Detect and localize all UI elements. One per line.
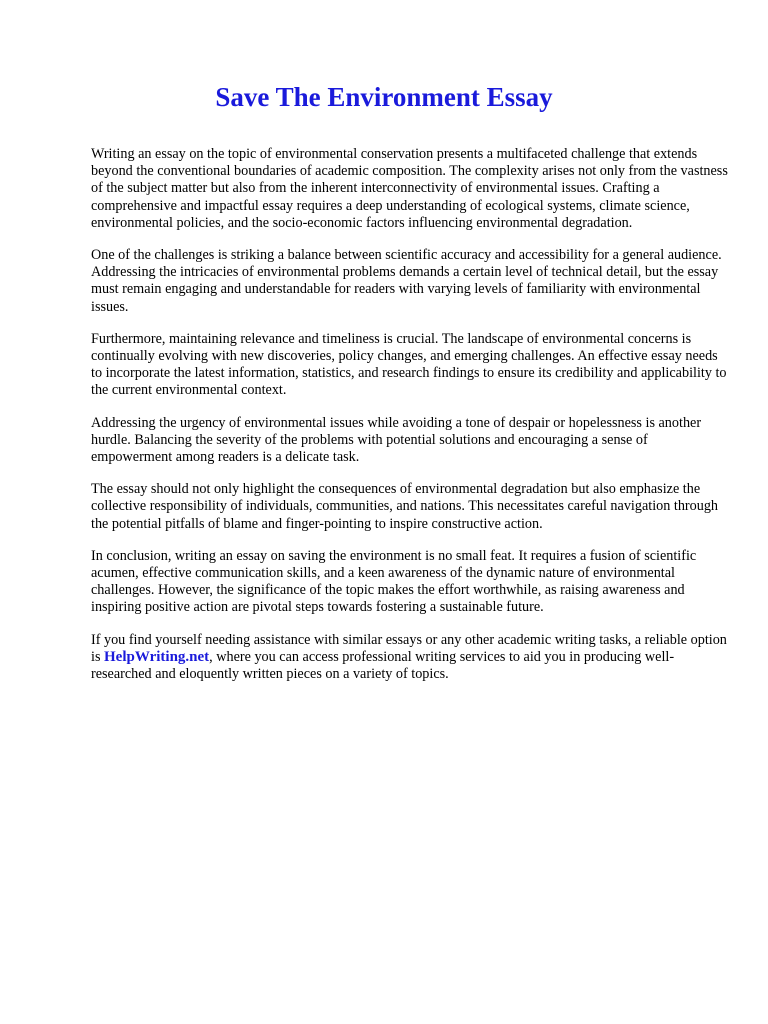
paragraph-2: One of the challenges is striking a balance between scientific accuracy and accessibility for a general audience. Addressing the intricacies of environmental problems demands a certain level of technical detail, but the essay must remain engaging and understandable for readers with varying levels of familiarity with environmental issues. bbox=[91, 247, 722, 315]
helpwriting-link[interactable]: HelpWriting.net bbox=[104, 648, 210, 665]
paragraph-3: Furthermore, maintaining relevance and timeliness is crucial. The landscape of environmental concerns is continually evolving with new discoveries, policy changes, and emerging challenges. An effective essay needs to incorporate the latest information, statistics, and research findings to ensure its credibility and applicability to the current environmental context. bbox=[91, 330, 727, 399]
closing-text-before-link: If you find yourself needing assistance with similar essays or any other academic writing tasks, a reliable option is bbox=[91, 631, 727, 665]
page-title: Save The Environment Essay bbox=[215, 82, 553, 112]
paragraph-6: In conclusion, writing an essay on saving the environment is no small feat. It requires a fusion of scientific acumen, effective communication skills, and a keen awareness of the dynamic nature of environmental challenges. However, the significance of the topic makes the effort worthwhile, as raising awareness and inspiring positive action are pivotal steps towards fostering a sustainable future. bbox=[91, 547, 697, 616]
paragraph-5: The essay should not only highlight the consequences of environmental degradation but also emphasize the collective responsibility of individuals, communities, and nations. This necessitates careful navigation through the potential pitfalls of blame and finger-pointing to inspire constructive action. bbox=[91, 481, 719, 532]
closing-paragraph bbox=[91, 632, 731, 684]
essay-body bbox=[91, 146, 731, 698]
closing-text-after-link: , where you can access professional writing services to aid you in producing well-researched and eloquently written pieces on a variety of topics. bbox=[91, 648, 675, 683]
paragraph-4: Addressing the urgency of environmental issues while avoiding a tone of despair or hopelessness is another hurdle. Balancing the severity of the problems with potential solutions and encouraging a sense of empowerment among readers is a delicate task. bbox=[91, 414, 702, 466]
paragraph-1: Writing an essay on the topic of environmental conservation presents a multifaceted challenge that extends beyond the conventional boundaries of academic composition. The complexity arises not only from the vastness of the subject matter but also from the inherent interconnectivity of environmental issues. Crafting a comprehensive and impactful essay requires a deep understanding of ecological systems, climate science, environmental policies, and the socio-economic factors influencing environmental degradation. bbox=[91, 146, 728, 231]
